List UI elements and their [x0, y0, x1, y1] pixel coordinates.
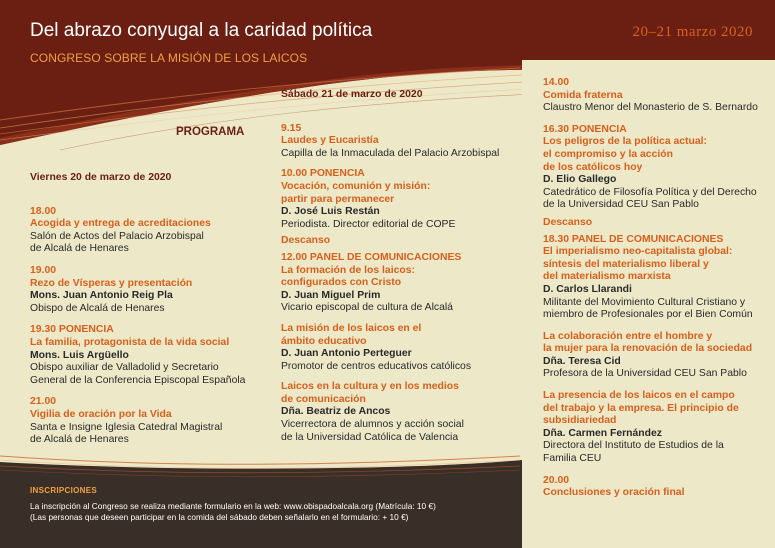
event-dates: 20–21 marzo 2020	[632, 24, 753, 40]
saturday-item-text: Directora del Instituto de Estudios de la	[543, 440, 724, 452]
saturday-item-text: Periodista. Director editorial de COPE	[281, 218, 456, 230]
friday-item-text: Santa e Insigne Iglesia Catedral Magistral	[30, 421, 223, 433]
friday-item-time: 19.00	[30, 264, 57, 276]
saturday-item-head: el compromiso y la acción	[543, 148, 673, 160]
friday-item-head: Vigilia de oración por la Vida	[30, 408, 172, 420]
saturday-item-head: subsidiariedad	[543, 415, 617, 427]
saturday-item-speaker: D. José Luis Restán	[281, 206, 380, 218]
friday-item-time: 18.00	[30, 205, 57, 217]
friday-item-text: Salón de Actos del Palacio Arzobispal	[30, 230, 204, 242]
friday-item-text: Obispo auxiliar de Valladolid y Secretario	[30, 362, 219, 374]
saturday-item-text: de la Universidad Católica de Valencia	[281, 431, 459, 443]
saturday-item-head: La presencia de los laicos en el campo	[543, 390, 735, 402]
saturday-item-head: síntesis del materialismo liberal y	[543, 258, 709, 270]
saturday-item-head: configurados con Cristo	[281, 277, 402, 289]
saturday-item-head: ámbito educativo	[281, 335, 367, 347]
saturday-item-head: Los peligros de la política actual:	[543, 136, 707, 148]
saturday-item-speaker: D. Juan Miguel Prim	[281, 289, 381, 301]
friday-item-head: Rezo de Vísperas y presentación	[30, 277, 193, 289]
saturday-item-text: miembro de Profesionales por el Bien Común	[543, 309, 753, 321]
friday-item-text: General de la Conferencia Episcopal Española	[30, 374, 246, 386]
friday-item-head: Acogida y entrega de acreditaciones	[30, 218, 211, 230]
saturday-item-speaker: D. Elio Gallego	[543, 174, 617, 186]
saturday-item-head: La formación de los laicos:	[281, 264, 415, 276]
saturday-item-time: 20.00	[543, 474, 570, 486]
saturday-item-head: Comida fraterna	[543, 89, 623, 101]
friday-day-title: Viernes 20 de marzo de 2020	[30, 172, 172, 183]
saturday-item-time: 10.00 PONENCIA	[281, 168, 365, 180]
friday-item-text: de Alcalá de Henares	[30, 243, 129, 255]
friday-item-speaker: Mons. Luis Argüello	[30, 349, 129, 361]
saturday-column-middle	[281, 89, 516, 444]
saturday-item-text: de la Universidad CEU San Pablo	[543, 199, 699, 211]
friday-item-speaker: Mons. Juan Antonio Reig Pla	[30, 290, 173, 302]
page-title: Del abrazo conyugal a la caridad política	[30, 20, 373, 41]
saturday-item-text: Familia CEU	[543, 453, 602, 465]
saturday-item-text: Catedrático de Filosofía Política y del Derecho	[543, 186, 757, 198]
saturday-item-text: Vicerrectora de alumnos y acción social	[281, 419, 464, 431]
inscripciones-title: INSCRIPCIONES	[30, 486, 98, 495]
saturday-item-head: El imperialismo neo-capitalista global:	[543, 246, 733, 258]
saturday-item-speaker: Dña. Carmen Fernández	[543, 427, 662, 439]
saturday-item-head: de los católicos hoy	[543, 161, 643, 173]
saturday-item-text: Vicario episcopal de cultura de Alcalá	[281, 302, 453, 314]
saturday-item-head: de comunicación	[281, 393, 366, 405]
inscripciones-line: (Las personas que deseen participar en la comida del sábado deben señalarlo en el formulario: + 10 €)	[30, 512, 409, 522]
saturday-item-time: 12.00 PANEL DE COMUNICACIONES	[281, 251, 462, 263]
break-label: Descanso	[543, 216, 593, 228]
friday-item-time: 21.00	[30, 396, 57, 408]
saturday-item-time: 9.15	[281, 122, 302, 134]
saturday-item-text: Promotor de centros educativos católicos	[281, 360, 472, 372]
saturday-item-head: del trabajo y la empresa. El principio de	[543, 402, 739, 414]
saturday-item-time: 16.30 PONENCIA	[543, 123, 627, 135]
break-label: Descanso	[281, 235, 331, 247]
saturday-item-time: 14.00	[543, 77, 570, 88]
saturday-item-head: del materialismo marxista	[543, 271, 671, 283]
saturday-column-right	[543, 77, 771, 500]
friday-item-time: 19.30 PONENCIA	[30, 324, 114, 336]
saturday-item-head: Laudes y Eucaristía	[281, 135, 379, 147]
saturday-item-head: partir para permanecer	[281, 193, 395, 205]
saturday-item-text: Claustro Menor del Monasterio de S. Bernardo	[543, 102, 758, 114]
saturday-item-speaker: D. Juan Antonio Perteguer	[281, 348, 412, 360]
inscripciones-text	[30, 501, 500, 523]
saturday-item-speaker: Dña. Teresa Cid	[543, 355, 621, 367]
page-subtitle: CONGRESO SOBRE LA MISIÓN DE LOS LAICOS	[30, 51, 308, 65]
saturday-item-head: Vocación, comunión y misión:	[281, 180, 431, 192]
saturday-item-head: la mujer para la renovación de la sociedad	[543, 343, 753, 355]
saturday-item-text: Profesora de la Universidad CEU San Pablo	[543, 368, 747, 380]
saturday-day-title: Sábado 21 de marzo de 2020	[281, 89, 423, 100]
saturday-item-text: Militante del Movimiento Cultural Cristiano y	[543, 296, 746, 308]
saturday-item-speaker: D. Carlos Llarandi	[543, 283, 632, 295]
saturday-item-head: Laicos en la cultura y en los medios	[281, 381, 459, 393]
friday-item-head: La familia, protagonista de la vida social	[30, 336, 230, 348]
friday-column	[30, 172, 270, 447]
friday-item-text: Obispo de Alcalá de Henares	[30, 302, 165, 314]
programa-label: PROGRAMA	[176, 126, 245, 138]
friday-item-text: de Alcalá de Henares	[30, 434, 129, 446]
inscripciones-line: La inscripción al Congreso se realiza mediante formulario en la web: www.obispadoalcala.org (Matrícula: 10 €)	[30, 501, 436, 511]
saturday-item-text: Capilla de la Inmaculada del Palacio Arzobispal	[281, 147, 500, 159]
saturday-item-head: Conclusiones y oración final	[543, 487, 685, 499]
saturday-item-head: La misión de los laicos en el	[281, 322, 422, 334]
saturday-item-head: La colaboración entre el hombre y	[543, 330, 713, 342]
saturday-item-speaker: Dña. Beatriz de Ancos	[281, 406, 391, 418]
saturday-item-time: 18.30 PANEL DE COMUNICACIONES	[543, 233, 724, 245]
